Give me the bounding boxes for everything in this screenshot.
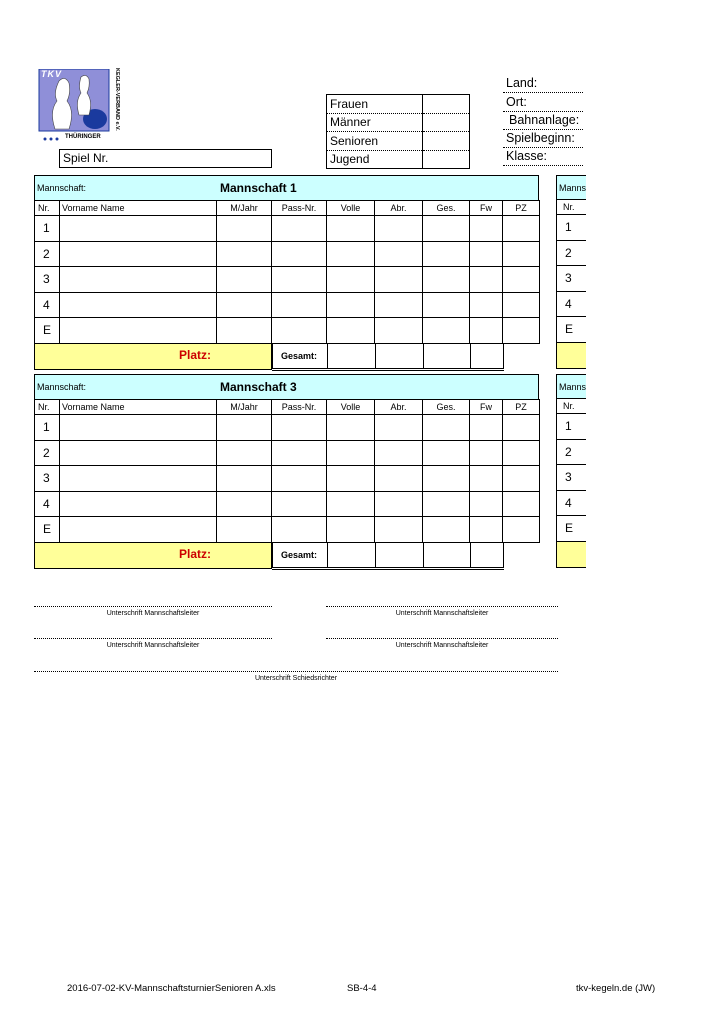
cell[interactable]	[423, 517, 470, 543]
cell[interactable]	[503, 466, 540, 492]
cell[interactable]	[217, 517, 272, 543]
player-row	[35, 491, 540, 517]
category-label: Jugend	[327, 150, 423, 169]
row-number: E	[556, 516, 586, 542]
cell[interactable]	[503, 267, 540, 293]
col-pass: Pass-Nr.	[272, 400, 327, 415]
footer-site: tkv-kegeln.de (JW)	[576, 983, 656, 994]
team-block-2-partial	[556, 175, 586, 369]
category-row	[327, 95, 470, 114]
category-row	[327, 150, 470, 169]
cell[interactable]	[217, 292, 272, 318]
cell[interactable]	[272, 466, 327, 492]
signature-label-referee: Unterschrift Schiedsrichter	[254, 675, 338, 682]
info-spielbeginn[interactable]: Spielbeginn:	[503, 131, 583, 148]
row-number: 2	[35, 241, 60, 267]
cell[interactable]	[423, 216, 470, 242]
cell[interactable]	[470, 216, 503, 242]
signature-label: Unterschrift Mannschaftsleiter	[106, 610, 200, 617]
info-ort[interactable]: Ort:	[503, 95, 583, 112]
cell[interactable]	[470, 267, 503, 293]
category-checkbox[interactable]	[422, 132, 470, 151]
cell[interactable]	[60, 216, 217, 242]
gesamt-cells	[272, 344, 504, 372]
gesamt-volle[interactable]	[328, 543, 376, 569]
cell[interactable]	[272, 216, 327, 242]
row-number: 3	[35, 267, 60, 293]
cell[interactable]	[503, 415, 540, 441]
cell[interactable]	[327, 318, 375, 344]
cell[interactable]	[503, 318, 540, 344]
cell[interactable]	[60, 517, 217, 543]
row-number: 4	[556, 292, 586, 318]
col-nr-partial: Nr.	[556, 200, 586, 215]
column-header-row	[35, 201, 540, 216]
signature-line[interactable]	[326, 606, 558, 607]
row-number: E	[556, 317, 586, 343]
player-row	[35, 318, 540, 344]
player-row	[35, 415, 540, 441]
cell[interactable]	[470, 466, 503, 492]
cell[interactable]	[217, 415, 272, 441]
col-abr: Abr.	[375, 201, 423, 216]
gesamt-fw[interactable]	[471, 344, 504, 370]
row-number: 1	[556, 215, 586, 241]
cell[interactable]	[327, 292, 375, 318]
cell[interactable]	[327, 440, 375, 466]
cell[interactable]	[272, 241, 327, 267]
category-checkbox[interactable]	[422, 113, 470, 132]
team-block-4-partial	[556, 374, 586, 568]
info-land[interactable]: Land:	[503, 76, 583, 93]
cell[interactable]	[217, 440, 272, 466]
cell[interactable]	[272, 440, 327, 466]
signature-label: Unterschrift Mannschaftsleiter	[106, 642, 200, 649]
gesamt-ges[interactable]	[424, 344, 471, 370]
cell[interactable]	[272, 491, 327, 517]
row-number: 1	[35, 415, 60, 441]
team-label: Mannschaft:	[37, 183, 87, 193]
col-ges: Ges.	[423, 201, 470, 216]
col-pass: Pass-Nr.	[272, 201, 327, 216]
row-number: 2	[556, 241, 586, 267]
info-bahnanlage[interactable]: Bahnanlage:	[503, 113, 583, 130]
col-mjahr: M/Jahr	[217, 400, 272, 415]
team-header	[34, 374, 539, 399]
category-label: Frauen	[327, 95, 423, 114]
gesamt-fw[interactable]	[471, 543, 504, 569]
logo-name: THÜRINGER	[65, 134, 101, 140]
category-checkbox[interactable]	[422, 95, 470, 114]
signature-line[interactable]	[326, 638, 558, 639]
col-nr: Nr.	[35, 400, 60, 415]
cell[interactable]	[423, 415, 470, 441]
cell[interactable]	[217, 318, 272, 344]
signature-label: Unterschrift Mannschaftsleiter	[395, 642, 489, 649]
cell[interactable]	[272, 267, 327, 293]
cell[interactable]	[60, 292, 217, 318]
row-number: 3	[556, 465, 586, 491]
team-label: Mannschaft:	[37, 382, 87, 392]
team-name: Mannschaft 1	[220, 181, 297, 195]
col-volle: Volle	[327, 400, 375, 415]
cell[interactable]	[375, 241, 423, 267]
cell[interactable]	[60, 241, 217, 267]
team-label-partial: Manns	[556, 175, 586, 200]
cell[interactable]	[60, 318, 217, 344]
cell[interactable]	[423, 241, 470, 267]
category-table	[326, 94, 470, 169]
cell[interactable]	[327, 415, 375, 441]
col-abr: Abr.	[375, 400, 423, 415]
cell[interactable]	[375, 491, 423, 517]
row-number: E	[35, 318, 60, 344]
cell[interactable]	[470, 241, 503, 267]
cell[interactable]	[503, 216, 540, 242]
gesamt-label: Gesamt:	[273, 344, 328, 370]
player-row	[35, 466, 540, 492]
tkv-logo	[37, 69, 127, 143]
team-header	[34, 175, 539, 200]
col-fw: Fw	[470, 201, 503, 216]
gesamt-abr[interactable]	[376, 344, 424, 370]
col-name: Vorname Name	[60, 201, 217, 216]
cell[interactable]	[503, 440, 540, 466]
cell[interactable]	[470, 491, 503, 517]
player-row	[35, 440, 540, 466]
player-row	[35, 267, 540, 293]
category-row	[327, 132, 470, 151]
cell[interactable]	[470, 517, 503, 543]
col-mjahr: M/Jahr	[217, 201, 272, 216]
cell[interactable]	[272, 517, 327, 543]
player-row	[35, 517, 540, 543]
platz-label: Platz:	[178, 546, 211, 561]
cell[interactable]	[60, 440, 217, 466]
cell[interactable]	[60, 466, 217, 492]
footer-sheet: SB-4-4	[347, 983, 377, 994]
cell[interactable]	[470, 292, 503, 318]
gesamt-cells	[272, 543, 504, 571]
cell[interactable]	[60, 491, 217, 517]
cell[interactable]	[217, 466, 272, 492]
gesamt-volle[interactable]	[328, 344, 376, 370]
col-pz: PZ	[503, 400, 540, 415]
cell[interactable]	[272, 292, 327, 318]
cell[interactable]	[470, 318, 503, 344]
cell[interactable]	[375, 440, 423, 466]
col-nr-partial: Nr.	[556, 399, 586, 414]
category-row	[327, 113, 470, 132]
row-number: 4	[35, 491, 60, 517]
col-fw: Fw	[470, 400, 503, 415]
cell[interactable]	[375, 517, 423, 543]
team-label-partial: Manns	[556, 374, 586, 399]
platz-label: Platz:	[178, 347, 211, 362]
cell[interactable]	[375, 267, 423, 293]
row-number: 1	[556, 414, 586, 440]
row-number: 4	[556, 491, 586, 517]
platz-cell-partial[interactable]	[556, 343, 586, 369]
cell[interactable]	[423, 292, 470, 318]
cell[interactable]	[503, 292, 540, 318]
cell[interactable]	[423, 491, 470, 517]
cell[interactable]	[272, 415, 327, 441]
gesamt-ges[interactable]	[424, 543, 471, 569]
gesamt-abr[interactable]	[376, 543, 424, 569]
cell[interactable]	[272, 318, 327, 344]
cell[interactable]	[470, 415, 503, 441]
row-number: E	[35, 517, 60, 543]
cell[interactable]	[375, 318, 423, 344]
team-name: Mannschaft 3	[220, 380, 297, 394]
cell[interactable]	[375, 415, 423, 441]
category-checkbox[interactable]	[422, 150, 470, 169]
category-label: Männer	[327, 113, 423, 132]
cell[interactable]	[503, 241, 540, 267]
player-row	[35, 292, 540, 318]
cell[interactable]	[423, 466, 470, 492]
cell[interactable]	[60, 267, 217, 293]
gesamt-label: Gesamt:	[273, 543, 328, 569]
row-number: 4	[35, 292, 60, 318]
logo-abbr: TKV	[41, 69, 62, 79]
signature-label: Unterschrift Mannschaftsleiter	[395, 610, 489, 617]
cell[interactable]	[327, 267, 375, 293]
column-header-row	[35, 400, 540, 415]
logo-sub: KEGLER-VERBAND e.V.	[114, 68, 120, 131]
platz-row	[34, 543, 539, 569]
platz-cell-partial[interactable]	[556, 542, 586, 568]
row-number: 2	[556, 440, 586, 466]
col-nr: Nr.	[35, 201, 60, 216]
cell[interactable]	[423, 440, 470, 466]
cell[interactable]	[375, 466, 423, 492]
row-number: 1	[35, 216, 60, 242]
col-name: Vorname Name	[60, 400, 217, 415]
col-volle: Volle	[327, 201, 375, 216]
player-row	[35, 241, 540, 267]
category-label: Senioren	[327, 132, 423, 151]
cell[interactable]	[423, 267, 470, 293]
cell[interactable]	[217, 241, 272, 267]
spiel-nr-field[interactable]: Spiel Nr.	[59, 149, 272, 168]
row-number: 3	[556, 266, 586, 292]
col-ges: Ges.	[423, 400, 470, 415]
player-table	[34, 200, 540, 344]
cell[interactable]	[470, 440, 503, 466]
cell[interactable]	[327, 517, 375, 543]
row-number: 3	[35, 466, 60, 492]
signature-line[interactable]	[34, 638, 272, 639]
cell[interactable]	[327, 241, 375, 267]
col-pz: PZ	[503, 201, 540, 216]
cell[interactable]	[375, 292, 423, 318]
cell[interactable]	[503, 491, 540, 517]
cell[interactable]	[327, 216, 375, 242]
cell[interactable]	[217, 491, 272, 517]
info-klasse[interactable]: Klasse:	[503, 149, 583, 166]
team-block-3	[34, 374, 539, 569]
cell[interactable]	[375, 216, 423, 242]
footer-filename: 2016-07-02-KV-MannschaftsturnierSenioren A.xls	[67, 983, 276, 994]
platz-cell[interactable]	[34, 344, 272, 370]
cell[interactable]	[217, 267, 272, 293]
platz-row	[34, 344, 539, 370]
row-number: 2	[35, 440, 60, 466]
player-row	[35, 216, 540, 242]
player-table	[34, 399, 540, 543]
cell[interactable]	[217, 216, 272, 242]
signature-line[interactable]	[34, 671, 558, 672]
signature-line[interactable]	[34, 606, 272, 607]
cell[interactable]	[327, 466, 375, 492]
cell[interactable]	[503, 517, 540, 543]
cell[interactable]	[60, 415, 217, 441]
cell[interactable]	[423, 318, 470, 344]
cell[interactable]	[327, 491, 375, 517]
platz-cell[interactable]	[34, 543, 272, 569]
team-block-1	[34, 175, 539, 370]
